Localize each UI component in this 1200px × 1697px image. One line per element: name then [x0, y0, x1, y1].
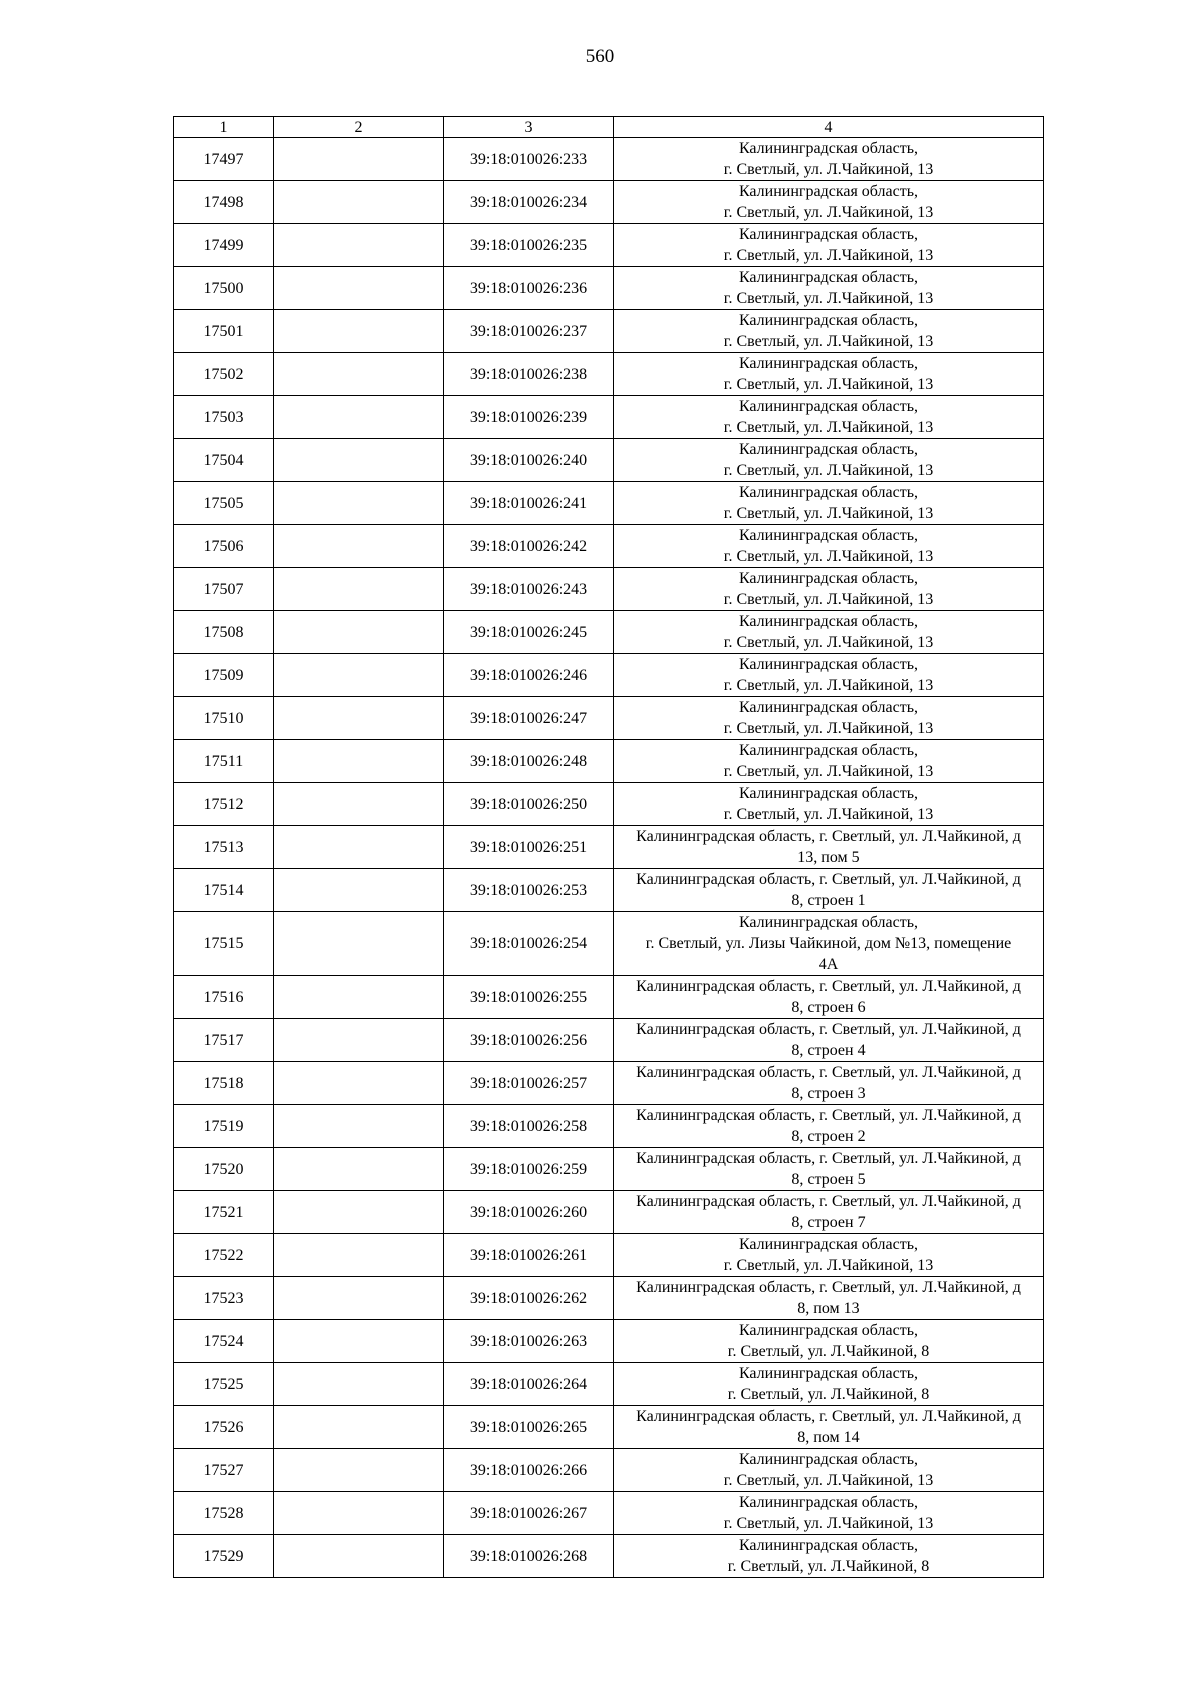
- row-number: 17497: [174, 138, 274, 181]
- address-line: г. Светлый, ул. Л.Чайкиной, 8: [727, 1343, 930, 1360]
- row-col-2: [274, 1105, 444, 1148]
- registry-table: [173, 116, 1044, 1578]
- address-line: Калининградская область,: [738, 742, 919, 759]
- address-line: Калининградская область, г. Светлый, ул. Л.Чайкиной, д: [636, 1193, 1021, 1210]
- table-row: [174, 1320, 1044, 1363]
- address-cell: [614, 1492, 1044, 1535]
- address-line: Калининградская область,: [738, 1365, 919, 1382]
- table-row: [174, 181, 1044, 224]
- row-col-2: [274, 783, 444, 826]
- address-line: г. Светлый, ул. Л.Чайкиной, 13: [723, 677, 934, 694]
- address-line: Калининградская область, г. Светлый, ул. Л.Чайкиной, д: [636, 1064, 1021, 1081]
- address-cell: [614, 976, 1044, 1019]
- address-line: г. Светлый, ул. Л.Чайкиной, 13: [723, 204, 934, 221]
- cadastral-number: 39:18:010026:259: [444, 1148, 614, 1191]
- address-line: г. Светлый, ул. Л.Чайкиной, 13: [723, 634, 934, 651]
- cadastral-number: 39:18:010026:260: [444, 1191, 614, 1234]
- header-col-4: 4: [614, 117, 1044, 138]
- table-row: [174, 267, 1044, 310]
- row-number: 17514: [174, 869, 274, 912]
- table-row: [174, 654, 1044, 697]
- row-number: 17498: [174, 181, 274, 224]
- address-line: 8, строен 7: [791, 1214, 866, 1231]
- row-col-2: [274, 224, 444, 267]
- table-header: [174, 117, 1044, 138]
- address-cell: [614, 310, 1044, 353]
- row-col-2: [274, 1019, 444, 1062]
- table-row: [174, 1449, 1044, 1492]
- address-cell: [614, 654, 1044, 697]
- table-row: [174, 396, 1044, 439]
- address-line: Калининградская область, г. Светлый, ул. Л.Чайкиной, д: [636, 1150, 1021, 1167]
- cadastral-number: 39:18:010026:251: [444, 826, 614, 869]
- row-number: 17521: [174, 1191, 274, 1234]
- table-row: [174, 1535, 1044, 1578]
- address-line: 8, строен 6: [791, 999, 866, 1016]
- cadastral-number: 39:18:010026:239: [444, 396, 614, 439]
- address-cell: [614, 568, 1044, 611]
- row-number: 17525: [174, 1363, 274, 1406]
- address-cell: [614, 912, 1044, 976]
- cadastral-number: 39:18:010026:240: [444, 439, 614, 482]
- address-cell: [614, 482, 1044, 525]
- address-line: Калининградская область,: [738, 183, 919, 200]
- cadastral-number: 39:18:010026:238: [444, 353, 614, 396]
- row-number: 17510: [174, 697, 274, 740]
- cadastral-number: 39:18:010026:253: [444, 869, 614, 912]
- row-col-2: [274, 310, 444, 353]
- address-line: г. Светлый, ул. Л.Чайкиной, 13: [723, 376, 934, 393]
- row-col-2: [274, 611, 444, 654]
- address-line: Калининградская область,: [738, 613, 919, 630]
- row-number: 17499: [174, 224, 274, 267]
- row-col-2: [274, 396, 444, 439]
- row-number: 17520: [174, 1148, 274, 1191]
- address-cell: [614, 1535, 1044, 1578]
- row-number: 17516: [174, 976, 274, 1019]
- table-row: [174, 1363, 1044, 1406]
- row-col-2: [274, 697, 444, 740]
- row-number: 17508: [174, 611, 274, 654]
- cadastral-number: 39:18:010026:263: [444, 1320, 614, 1363]
- cadastral-number: 39:18:010026:268: [444, 1535, 614, 1578]
- row-number: 17503: [174, 396, 274, 439]
- row-col-2: [274, 1363, 444, 1406]
- table-row: [174, 310, 1044, 353]
- address-cell: [614, 439, 1044, 482]
- address-line: г. Светлый, ул. Л.Чайкиной, 13: [723, 1515, 934, 1532]
- address-line: г. Светлый, ул. Л.Чайкиной, 13: [723, 333, 934, 350]
- row-col-2: [274, 482, 444, 525]
- cadastral-number: 39:18:010026:258: [444, 1105, 614, 1148]
- address-line: Калининградская область,: [738, 312, 919, 329]
- cadastral-number: 39:18:010026:261: [444, 1234, 614, 1277]
- address-line: г. Светлый, ул. Л.Чайкиной, 13: [723, 806, 934, 823]
- table-row: [174, 525, 1044, 568]
- row-number: 17526: [174, 1406, 274, 1449]
- cadastral-number: 39:18:010026:236: [444, 267, 614, 310]
- row-number: 17504: [174, 439, 274, 482]
- address-cell: [614, 1449, 1044, 1492]
- address-line: Калининградская область,: [738, 656, 919, 673]
- cadastral-number: 39:18:010026:256: [444, 1019, 614, 1062]
- address-line: г. Светлый, ул. Л.Чайкиной, 13: [723, 505, 934, 522]
- address-line: 8, строен 4: [791, 1042, 866, 1059]
- cadastral-number: 39:18:010026:242: [444, 525, 614, 568]
- row-col-2: [274, 1234, 444, 1277]
- address-line: Калининградская область,: [738, 1494, 919, 1511]
- row-number: 17501: [174, 310, 274, 353]
- row-number: 17511: [174, 740, 274, 783]
- address-line: Калининградская область,: [738, 484, 919, 501]
- row-col-2: [274, 181, 444, 224]
- table-row: [174, 740, 1044, 783]
- row-col-2: [274, 267, 444, 310]
- cadastral-number: 39:18:010026:243: [444, 568, 614, 611]
- table-row: [174, 611, 1044, 654]
- address-line: г. Светлый, ул. Л.Чайкиной, 13: [723, 462, 934, 479]
- address-cell: [614, 1277, 1044, 1320]
- address-line: 8, пом 14: [797, 1429, 860, 1446]
- cadastral-number: 39:18:010026:267: [444, 1492, 614, 1535]
- header-col-3: 3: [444, 117, 614, 138]
- table-row: [174, 1062, 1044, 1105]
- address-line: Калининградская область,: [738, 355, 919, 372]
- address-line: Калининградская область, г. Светлый, ул. Л.Чайкиной, д: [636, 1279, 1021, 1296]
- row-col-2: [274, 1449, 444, 1492]
- address-line: Калининградская область, г. Светлый, ул. Л.Чайкиной, д: [636, 1021, 1021, 1038]
- table-row: [174, 1019, 1044, 1062]
- row-col-2: [274, 1535, 444, 1578]
- address-line: 8, строен 1: [791, 892, 866, 909]
- cadastral-number: 39:18:010026:235: [444, 224, 614, 267]
- cadastral-number: 39:18:010026:254: [444, 912, 614, 976]
- page-number: 560: [585, 46, 615, 67]
- row-col-2: [274, 1492, 444, 1535]
- row-col-2: [274, 826, 444, 869]
- row-number: 17529: [174, 1535, 274, 1578]
- cadastral-number: 39:18:010026:245: [444, 611, 614, 654]
- address-line: Калининградская область,: [738, 914, 919, 931]
- address-cell: [614, 697, 1044, 740]
- address-line: 13, пом 5: [797, 849, 860, 866]
- address-cell: [614, 783, 1044, 826]
- table-row: [174, 783, 1044, 826]
- row-number: 17502: [174, 353, 274, 396]
- address-line: 4А: [818, 956, 839, 973]
- address-cell: [614, 869, 1044, 912]
- row-number: 17517: [174, 1019, 274, 1062]
- header-col-1: 1: [174, 117, 274, 138]
- row-col-2: [274, 740, 444, 783]
- address-cell: [614, 525, 1044, 568]
- row-col-2: [274, 525, 444, 568]
- address-line: Калининградская область, г. Светлый, ул. Л.Чайкиной, д: [636, 1408, 1021, 1425]
- row-number: 17512: [174, 783, 274, 826]
- table-row: [174, 1234, 1044, 1277]
- address-cell: [614, 1320, 1044, 1363]
- table-row: [174, 826, 1044, 869]
- address-cell: [614, 224, 1044, 267]
- cadastral-number: 39:18:010026:241: [444, 482, 614, 525]
- address-line: 8, строен 5: [791, 1171, 866, 1188]
- cadastral-number: 39:18:010026:237: [444, 310, 614, 353]
- address-line: г. Светлый, ул. Л.Чайкиной, 13: [723, 247, 934, 264]
- row-number: 17519: [174, 1105, 274, 1148]
- table-row: [174, 439, 1044, 482]
- address-cell: [614, 1363, 1044, 1406]
- address-line: Калининградская область,: [738, 398, 919, 415]
- address-line: г. Светлый, ул. Л.Чайкиной, 13: [723, 1257, 934, 1274]
- address-line: Калининградская область,: [738, 140, 919, 157]
- address-cell: [614, 611, 1044, 654]
- address-line: Калининградская область,: [738, 699, 919, 716]
- cadastral-number: 39:18:010026:257: [444, 1062, 614, 1105]
- address-line: г. Светлый, ул. Л.Чайкиной, 13: [723, 720, 934, 737]
- row-col-2: [274, 1191, 444, 1234]
- row-col-2: [274, 976, 444, 1019]
- table-row: [174, 1105, 1044, 1148]
- table-row: [174, 224, 1044, 267]
- address-cell: [614, 1191, 1044, 1234]
- address-line: Калининградская область,: [738, 1451, 919, 1468]
- address-line: г. Светлый, ул. Л.Чайкиной, 13: [723, 161, 934, 178]
- address-cell: [614, 826, 1044, 869]
- address-line: Калининградская область,: [738, 1322, 919, 1339]
- cadastral-number: 39:18:010026:246: [444, 654, 614, 697]
- row-number: 17513: [174, 826, 274, 869]
- address-cell: [614, 181, 1044, 224]
- row-number: 17522: [174, 1234, 274, 1277]
- cadastral-number: 39:18:010026:264: [444, 1363, 614, 1406]
- row-col-2: [274, 1062, 444, 1105]
- table-row: [174, 869, 1044, 912]
- cadastral-number: 39:18:010026:266: [444, 1449, 614, 1492]
- row-col-2: [274, 439, 444, 482]
- address-line: Калининградская область, г. Светлый, ул. Л.Чайкиной, д: [636, 978, 1021, 995]
- address-line: Калининградская область,: [738, 269, 919, 286]
- cadastral-number: 39:18:010026:255: [444, 976, 614, 1019]
- address-line: Калининградская область, г. Светлый, ул. Л.Чайкиной, д: [636, 871, 1021, 888]
- address-line: г. Светлый, ул. Л.Чайкиной, 13: [723, 290, 934, 307]
- row-col-2: [274, 1320, 444, 1363]
- row-number: 17515: [174, 912, 274, 976]
- row-number: 17518: [174, 1062, 274, 1105]
- cadastral-number: 39:18:010026:247: [444, 697, 614, 740]
- row-number: 17523: [174, 1277, 274, 1320]
- table-row: [174, 568, 1044, 611]
- table-row: [174, 912, 1044, 976]
- address-line: Калининградская область,: [738, 527, 919, 544]
- address-line: Калининградская область, г. Светлый, ул. Л.Чайкиной, д: [636, 828, 1021, 845]
- row-col-2: [274, 1277, 444, 1320]
- address-cell: [614, 138, 1044, 181]
- address-cell: [614, 1234, 1044, 1277]
- header-row: [174, 117, 1044, 138]
- table-row: [174, 353, 1044, 396]
- address-cell: [614, 1019, 1044, 1062]
- row-col-2: [274, 138, 444, 181]
- address-line: Калининградская область,: [738, 441, 919, 458]
- address-line: 8, пом 13: [797, 1300, 860, 1317]
- row-number: 17509: [174, 654, 274, 697]
- cadastral-number: 39:18:010026:262: [444, 1277, 614, 1320]
- cadastral-number: 39:18:010026:233: [444, 138, 614, 181]
- row-number: 17524: [174, 1320, 274, 1363]
- table-row: [174, 1191, 1044, 1234]
- address-line: Калининградская область,: [738, 226, 919, 243]
- row-col-2: [274, 1148, 444, 1191]
- address-cell: [614, 1105, 1044, 1148]
- header-col-2: 2: [274, 117, 444, 138]
- row-number: 17500: [174, 267, 274, 310]
- table-row: [174, 1492, 1044, 1535]
- cadastral-number: 39:18:010026:250: [444, 783, 614, 826]
- address-line: Калининградская область,: [738, 1236, 919, 1253]
- row-number: 17505: [174, 482, 274, 525]
- row-col-2: [274, 912, 444, 976]
- table-row: [174, 976, 1044, 1019]
- cadastral-number: 39:18:010026:265: [444, 1406, 614, 1449]
- row-number: 17527: [174, 1449, 274, 1492]
- address-cell: [614, 353, 1044, 396]
- address-line: г. Светлый, ул. Л.Чайкиной, 13: [723, 1472, 934, 1489]
- address-line: 8, строен 3: [791, 1085, 866, 1102]
- cadastral-number: 39:18:010026:234: [444, 181, 614, 224]
- row-col-2: [274, 654, 444, 697]
- table-row: [174, 1148, 1044, 1191]
- table-row: [174, 1277, 1044, 1320]
- row-number: 17507: [174, 568, 274, 611]
- address-line: г. Светлый, ул. Л.Чайкиной, 13: [723, 591, 934, 608]
- row-col-2: [274, 353, 444, 396]
- address-line: г. Светлый, ул. Л.Чайкиной, 8: [727, 1558, 930, 1575]
- table-body: [174, 138, 1044, 1578]
- address-line: Калининградская область,: [738, 785, 919, 802]
- address-line: г. Светлый, ул. Л.Чайкиной, 13: [723, 763, 934, 780]
- address-cell: [614, 267, 1044, 310]
- row-col-2: [274, 869, 444, 912]
- address-line: Калининградская область, г. Светлый, ул. Л.Чайкиной, д: [636, 1107, 1021, 1124]
- row-col-2: [274, 1406, 444, 1449]
- address-line: 8, строен 2: [791, 1128, 866, 1145]
- address-line: Калининградская область,: [738, 570, 919, 587]
- row-col-2: [274, 568, 444, 611]
- address-cell: [614, 1148, 1044, 1191]
- cadastral-number: 39:18:010026:248: [444, 740, 614, 783]
- address-line: г. Светлый, ул. Л.Чайкиной, 8: [727, 1386, 930, 1403]
- address-cell: [614, 1406, 1044, 1449]
- address-line: г. Светлый, ул. Л.Чайкиной, 13: [723, 548, 934, 565]
- address-cell: [614, 396, 1044, 439]
- table-row: [174, 1406, 1044, 1449]
- address-cell: [614, 1062, 1044, 1105]
- address-cell: [614, 740, 1044, 783]
- row-number: 17506: [174, 525, 274, 568]
- address-line: г. Светлый, ул. Л.Чайкиной, 13: [723, 419, 934, 436]
- table-row: [174, 697, 1044, 740]
- table-row: [174, 482, 1044, 525]
- row-number: 17528: [174, 1492, 274, 1535]
- address-line: Калининградская область,: [738, 1537, 919, 1554]
- table-row: [174, 138, 1044, 181]
- address-line: г. Светлый, ул. Лизы Чайкиной, дом №13, помещение: [645, 935, 1012, 952]
